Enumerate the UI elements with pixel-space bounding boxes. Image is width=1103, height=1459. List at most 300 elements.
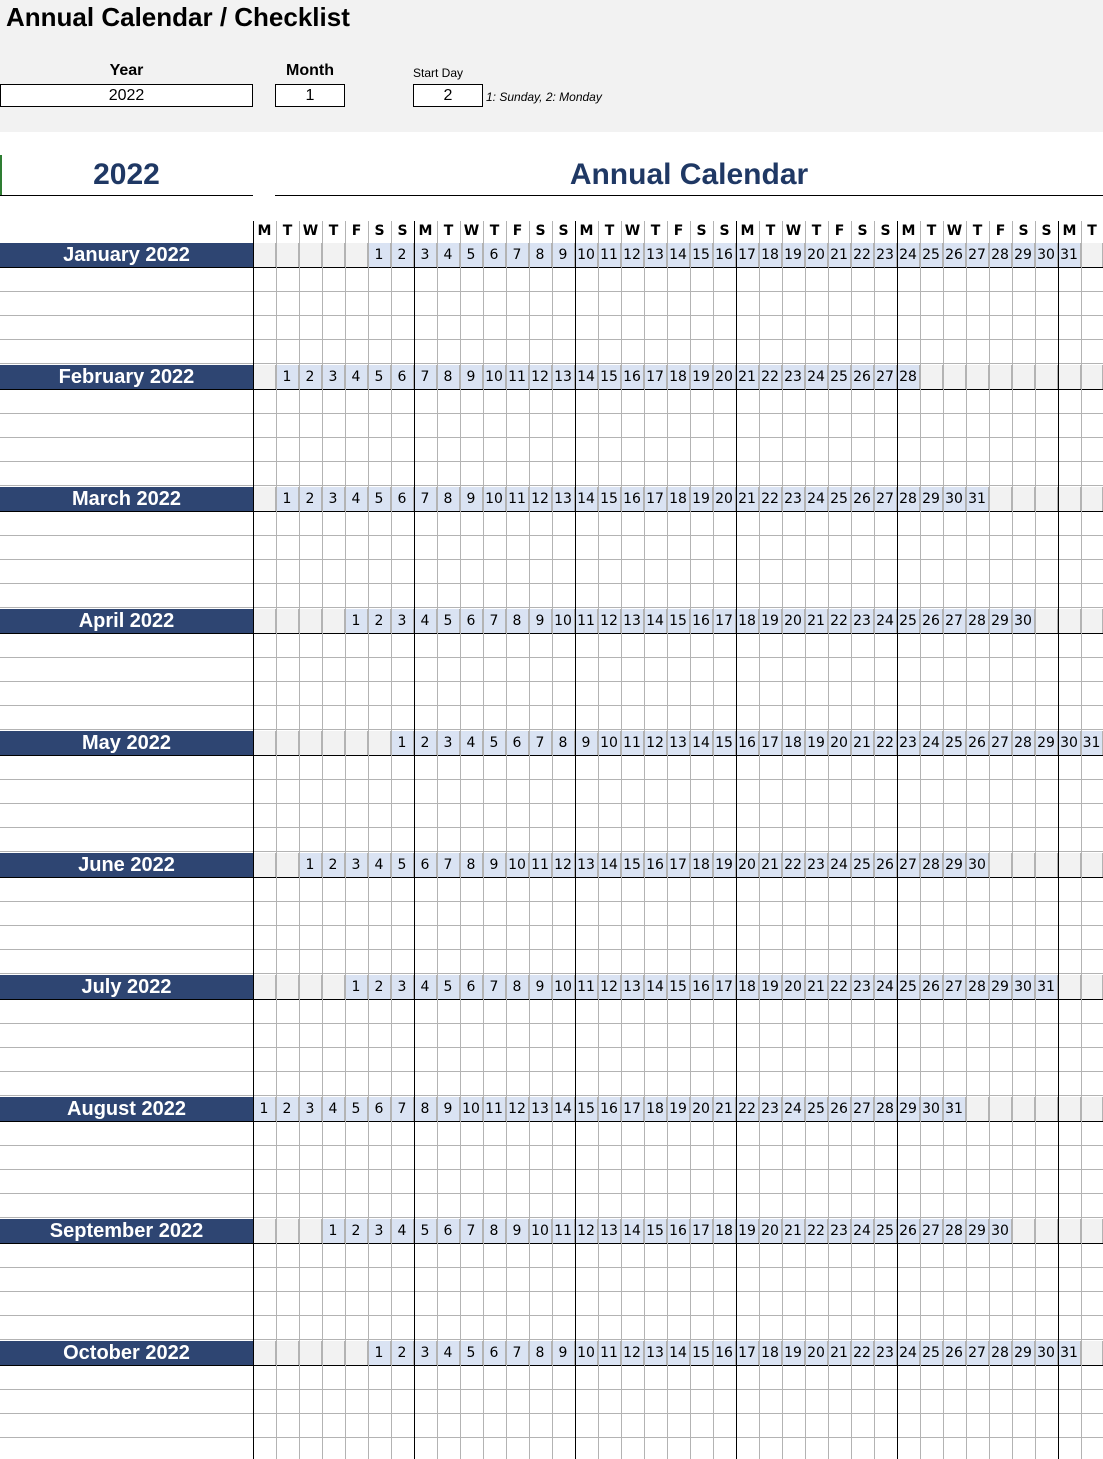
day-cell[interactable]: 7 [506,243,529,268]
day-cell[interactable]: 13 [644,1341,667,1366]
empty-day-cell[interactable] [276,1219,299,1244]
day-cell[interactable]: 16 [736,731,759,756]
day-cell[interactable]: 28 [920,853,943,878]
day-cell[interactable]: 23 [782,365,805,390]
day-cell[interactable]: 2 [299,365,322,390]
empty-day-cell[interactable] [253,487,276,512]
day-cell[interactable]: 23 [874,243,897,268]
day-cell[interactable]: 12 [529,365,552,390]
day-cell[interactable]: 19 [782,243,805,268]
day-cell[interactable]: 13 [598,1219,621,1244]
day-cell[interactable]: 18 [736,975,759,1000]
day-cell[interactable]: 16 [690,609,713,634]
day-cell[interactable]: 7 [483,609,506,634]
day-cell[interactable]: 3 [299,1097,322,1122]
day-cell[interactable]: 28 [897,365,920,390]
empty-day-cell[interactable] [1035,487,1058,512]
day-cell[interactable]: 6 [460,609,483,634]
day-cell[interactable]: 2 [368,609,391,634]
day-cell[interactable]: 30 [1035,1341,1058,1366]
day-cell[interactable]: 9 [529,975,552,1000]
day-cell[interactable]: 19 [782,1341,805,1366]
empty-day-cell[interactable] [322,975,345,1000]
day-cell[interactable]: 1 [345,975,368,1000]
day-cell[interactable]: 31 [1058,243,1081,268]
day-cell[interactable]: 22 [828,975,851,1000]
day-cell[interactable]: 18 [759,243,782,268]
day-cell[interactable]: 28 [897,487,920,512]
day-cell[interactable]: 1 [368,243,391,268]
day-cell[interactable]: 20 [713,365,736,390]
day-cell[interactable]: 8 [529,243,552,268]
day-cell[interactable]: 30 [966,853,989,878]
day-cell[interactable]: 14 [690,731,713,756]
day-cell[interactable]: 6 [437,1219,460,1244]
day-cell[interactable]: 30 [989,1219,1012,1244]
day-cell[interactable]: 28 [989,243,1012,268]
empty-day-cell[interactable] [276,609,299,634]
day-cell[interactable]: 9 [552,1341,575,1366]
day-cell[interactable]: 20 [805,1341,828,1366]
day-cell[interactable]: 3 [322,487,345,512]
empty-day-cell[interactable] [1081,1219,1103,1244]
day-cell[interactable]: 21 [713,1097,736,1122]
day-cell[interactable]: 21 [805,975,828,1000]
day-cell[interactable]: 13 [667,731,690,756]
empty-day-cell[interactable] [253,243,276,268]
empty-day-cell[interactable] [1058,609,1081,634]
empty-day-cell[interactable] [943,365,966,390]
day-cell[interactable]: 26 [851,365,874,390]
day-cell[interactable]: 6 [460,975,483,1000]
day-cell[interactable]: 25 [851,853,874,878]
day-cell[interactable]: 29 [989,975,1012,1000]
day-cell[interactable]: 8 [460,853,483,878]
day-cell[interactable]: 31 [1058,1341,1081,1366]
day-cell[interactable]: 16 [598,1097,621,1122]
empty-day-cell[interactable] [299,609,322,634]
empty-day-cell[interactable] [322,609,345,634]
day-cell[interactable]: 28 [966,975,989,1000]
day-cell[interactable]: 10 [460,1097,483,1122]
day-cell[interactable]: 27 [966,1341,989,1366]
day-cell[interactable]: 29 [1012,1341,1035,1366]
empty-day-cell[interactable] [253,1219,276,1244]
day-cell[interactable]: 5 [437,975,460,1000]
day-cell[interactable]: 17 [644,365,667,390]
day-cell[interactable]: 22 [759,365,782,390]
day-cell[interactable]: 8 [437,365,460,390]
day-cell[interactable]: 12 [598,609,621,634]
day-cell[interactable]: 10 [552,609,575,634]
day-cell[interactable]: 24 [897,1341,920,1366]
day-cell[interactable]: 15 [713,731,736,756]
day-cell[interactable]: 28 [874,1097,897,1122]
day-cell[interactable]: 11 [598,243,621,268]
day-cell[interactable]: 30 [1035,243,1058,268]
empty-day-cell[interactable] [368,731,391,756]
day-cell[interactable]: 2 [322,853,345,878]
day-cell[interactable]: 3 [345,853,368,878]
day-cell[interactable]: 26 [920,609,943,634]
day-cell[interactable]: 11 [506,487,529,512]
day-cell[interactable]: 18 [667,487,690,512]
empty-day-cell[interactable] [1058,487,1081,512]
day-cell[interactable]: 1 [253,1097,276,1122]
day-cell[interactable]: 14 [667,243,690,268]
day-cell[interactable]: 28 [1012,731,1035,756]
empty-day-cell[interactable] [299,1219,322,1244]
day-cell[interactable]: 2 [299,487,322,512]
day-cell[interactable]: 28 [966,609,989,634]
day-cell[interactable]: 8 [414,1097,437,1122]
day-cell[interactable]: 12 [552,853,575,878]
day-cell[interactable]: 7 [437,853,460,878]
day-cell[interactable]: 21 [736,487,759,512]
day-cell[interactable]: 28 [943,1219,966,1244]
day-cell[interactable]: 25 [828,365,851,390]
day-cell[interactable]: 5 [391,853,414,878]
day-cell[interactable]: 12 [529,487,552,512]
day-cell[interactable]: 10 [483,487,506,512]
day-cell[interactable]: 22 [851,243,874,268]
day-cell[interactable]: 18 [736,609,759,634]
day-cell[interactable]: 18 [759,1341,782,1366]
day-cell[interactable]: 22 [759,487,782,512]
day-cell[interactable]: 8 [437,487,460,512]
day-cell[interactable]: 24 [874,609,897,634]
day-cell[interactable]: 8 [506,609,529,634]
day-cell[interactable]: 25 [828,487,851,512]
day-cell[interactable]: 22 [805,1219,828,1244]
day-cell[interactable]: 15 [621,853,644,878]
day-cell[interactable]: 29 [920,487,943,512]
day-cell[interactable]: 26 [874,853,897,878]
day-cell[interactable]: 4 [414,609,437,634]
day-cell[interactable]: 29 [1035,731,1058,756]
day-cell[interactable]: 21 [736,365,759,390]
day-cell[interactable]: 25 [920,243,943,268]
day-cell[interactable]: 9 [460,487,483,512]
day-cell[interactable]: 25 [897,609,920,634]
day-cell[interactable]: 25 [874,1219,897,1244]
day-cell[interactable]: 16 [621,487,644,512]
empty-day-cell[interactable] [253,609,276,634]
empty-day-cell[interactable] [1081,1097,1103,1122]
day-cell[interactable]: 29 [989,609,1012,634]
day-cell[interactable]: 4 [414,975,437,1000]
day-cell[interactable]: 16 [667,1219,690,1244]
day-cell[interactable]: 24 [828,853,851,878]
empty-day-cell[interactable] [299,243,322,268]
day-cell[interactable]: 16 [690,975,713,1000]
empty-day-cell[interactable] [966,365,989,390]
day-cell[interactable]: 26 [851,487,874,512]
empty-day-cell[interactable] [253,1341,276,1366]
day-cell[interactable]: 19 [805,731,828,756]
day-cell[interactable]: 15 [667,975,690,1000]
day-cell[interactable]: 27 [943,609,966,634]
day-cell[interactable]: 14 [575,487,598,512]
empty-day-cell[interactable] [1035,1219,1058,1244]
empty-day-cell[interactable] [1035,1097,1058,1122]
empty-day-cell[interactable] [345,731,368,756]
day-cell[interactable]: 3 [368,1219,391,1244]
day-cell[interactable]: 18 [667,365,690,390]
empty-day-cell[interactable] [1012,1219,1035,1244]
day-cell[interactable]: 27 [874,487,897,512]
day-cell[interactable]: 5 [460,243,483,268]
day-cell[interactable]: 13 [621,975,644,1000]
day-cell[interactable]: 11 [575,609,598,634]
day-cell[interactable]: 1 [276,365,299,390]
day-cell[interactable]: 11 [621,731,644,756]
empty-day-cell[interactable] [322,731,345,756]
day-cell[interactable]: 2 [391,1341,414,1366]
day-cell[interactable]: 29 [1012,243,1035,268]
day-cell[interactable]: 15 [575,1097,598,1122]
empty-day-cell[interactable] [345,243,368,268]
day-cell[interactable]: 31 [943,1097,966,1122]
day-cell[interactable]: 22 [736,1097,759,1122]
empty-day-cell[interactable] [276,853,299,878]
day-cell[interactable]: 17 [736,243,759,268]
day-cell[interactable]: 9 [529,609,552,634]
empty-day-cell[interactable] [1058,1219,1081,1244]
day-cell[interactable]: 19 [667,1097,690,1122]
day-cell[interactable]: 10 [506,853,529,878]
day-cell[interactable]: 1 [391,731,414,756]
empty-day-cell[interactable] [253,731,276,756]
day-cell[interactable]: 24 [782,1097,805,1122]
day-cell[interactable]: 26 [966,731,989,756]
day-cell[interactable]: 29 [897,1097,920,1122]
empty-day-cell[interactable] [989,365,1012,390]
day-cell[interactable]: 23 [897,731,920,756]
day-cell[interactable]: 10 [575,243,598,268]
day-cell[interactable]: 15 [690,1341,713,1366]
empty-day-cell[interactable] [276,243,299,268]
day-cell[interactable]: 14 [667,1341,690,1366]
day-cell[interactable]: 26 [943,243,966,268]
day-cell[interactable]: 20 [805,243,828,268]
day-cell[interactable]: 23 [782,487,805,512]
day-cell[interactable]: 25 [920,1341,943,1366]
day-cell[interactable]: 5 [483,731,506,756]
empty-day-cell[interactable] [1081,487,1103,512]
day-cell[interactable]: 19 [690,487,713,512]
day-cell[interactable]: 17 [667,853,690,878]
day-cell[interactable]: 23 [851,975,874,1000]
day-cell[interactable]: 28 [989,1341,1012,1366]
day-cell[interactable]: 20 [782,609,805,634]
day-cell[interactable]: 20 [736,853,759,878]
day-cell[interactable]: 6 [391,365,414,390]
day-cell[interactable]: 29 [966,1219,989,1244]
empty-day-cell[interactable] [299,975,322,1000]
day-cell[interactable]: 26 [943,1341,966,1366]
day-cell[interactable]: 3 [437,731,460,756]
day-cell[interactable]: 17 [690,1219,713,1244]
day-cell[interactable]: 4 [345,487,368,512]
day-cell[interactable]: 4 [437,243,460,268]
day-cell[interactable]: 7 [483,975,506,1000]
day-cell[interactable]: 30 [1058,731,1081,756]
day-cell[interactable]: 31 [966,487,989,512]
day-cell[interactable]: 11 [529,853,552,878]
day-cell[interactable]: 12 [575,1219,598,1244]
day-cell[interactable]: 21 [759,853,782,878]
day-cell[interactable]: 4 [368,853,391,878]
empty-day-cell[interactable] [920,365,943,390]
day-cell[interactable]: 8 [529,1341,552,1366]
day-cell[interactable]: 7 [460,1219,483,1244]
day-cell[interactable]: 4 [322,1097,345,1122]
empty-day-cell[interactable] [299,1341,322,1366]
day-cell[interactable]: 21 [828,1341,851,1366]
day-cell[interactable]: 13 [644,243,667,268]
day-cell[interactable]: 24 [897,243,920,268]
day-cell[interactable]: 24 [805,365,828,390]
day-cell[interactable]: 19 [759,975,782,1000]
day-cell[interactable]: 27 [897,853,920,878]
day-cell[interactable]: 27 [920,1219,943,1244]
day-cell[interactable]: 23 [851,609,874,634]
day-cell[interactable]: 21 [805,609,828,634]
empty-day-cell[interactable] [1058,365,1081,390]
day-cell[interactable]: 20 [713,487,736,512]
day-cell[interactable]: 14 [644,975,667,1000]
day-cell[interactable]: 30 [1012,609,1035,634]
day-cell[interactable]: 30 [920,1097,943,1122]
empty-day-cell[interactable] [989,1097,1012,1122]
day-cell[interactable]: 7 [414,487,437,512]
empty-day-cell[interactable] [253,975,276,1000]
day-cell[interactable]: 4 [460,731,483,756]
day-cell[interactable]: 5 [345,1097,368,1122]
day-cell[interactable]: 14 [552,1097,575,1122]
day-cell[interactable]: 10 [598,731,621,756]
day-cell[interactable]: 23 [805,853,828,878]
empty-day-cell[interactable] [276,975,299,1000]
day-cell[interactable]: 6 [483,1341,506,1366]
day-cell[interactable]: 2 [345,1219,368,1244]
day-cell[interactable]: 25 [897,975,920,1000]
day-cell[interactable]: 9 [506,1219,529,1244]
empty-day-cell[interactable] [253,853,276,878]
day-cell[interactable]: 2 [276,1097,299,1122]
day-cell[interactable]: 5 [437,609,460,634]
day-cell[interactable]: 17 [644,487,667,512]
day-cell[interactable]: 17 [713,609,736,634]
empty-day-cell[interactable] [1081,853,1103,878]
day-cell[interactable]: 16 [644,853,667,878]
day-cell[interactable]: 15 [667,609,690,634]
day-cell[interactable]: 12 [644,731,667,756]
day-cell[interactable]: 30 [943,487,966,512]
day-cell[interactable]: 9 [552,243,575,268]
day-cell[interactable]: 19 [713,853,736,878]
day-cell[interactable]: 16 [713,243,736,268]
day-cell[interactable]: 31 [1081,731,1103,756]
day-cell[interactable]: 31 [1035,975,1058,1000]
day-cell[interactable]: 20 [690,1097,713,1122]
day-cell[interactable]: 25 [805,1097,828,1122]
day-cell[interactable]: 1 [345,609,368,634]
day-cell[interactable]: 12 [621,1341,644,1366]
day-cell[interactable]: 7 [506,1341,529,1366]
day-cell[interactable]: 11 [483,1097,506,1122]
day-cell[interactable]: 1 [322,1219,345,1244]
empty-day-cell[interactable] [989,853,1012,878]
empty-day-cell[interactable] [276,731,299,756]
day-cell[interactable]: 14 [621,1219,644,1244]
empty-day-cell[interactable] [1035,365,1058,390]
day-cell[interactable]: 7 [391,1097,414,1122]
day-cell[interactable]: 21 [851,731,874,756]
empty-day-cell[interactable] [1012,365,1035,390]
day-cell[interactable]: 5 [368,365,391,390]
day-cell[interactable]: 23 [759,1097,782,1122]
day-cell[interactable]: 11 [552,1219,575,1244]
day-cell[interactable]: 15 [598,365,621,390]
day-cell[interactable]: 24 [874,975,897,1000]
day-cell[interactable]: 10 [483,365,506,390]
day-cell[interactable]: 10 [529,1219,552,1244]
day-cell[interactable]: 5 [414,1219,437,1244]
day-cell[interactable]: 23 [874,1341,897,1366]
day-cell[interactable]: 4 [391,1219,414,1244]
day-cell[interactable]: 18 [782,731,805,756]
day-cell[interactable]: 18 [644,1097,667,1122]
empty-day-cell[interactable] [1058,975,1081,1000]
day-cell[interactable]: 10 [575,1341,598,1366]
empty-day-cell[interactable] [1081,365,1103,390]
day-cell[interactable]: 27 [989,731,1012,756]
day-cell[interactable]: 26 [920,975,943,1000]
day-cell[interactable]: 24 [920,731,943,756]
empty-day-cell[interactable] [989,487,1012,512]
day-cell[interactable]: 11 [598,1341,621,1366]
day-cell[interactable]: 26 [897,1219,920,1244]
empty-day-cell[interactable] [276,1341,299,1366]
day-cell[interactable]: 2 [414,731,437,756]
empty-day-cell[interactable] [1058,1097,1081,1122]
day-cell[interactable]: 25 [943,731,966,756]
day-cell[interactable]: 27 [874,365,897,390]
day-cell[interactable]: 29 [943,853,966,878]
day-cell[interactable]: 3 [414,1341,437,1366]
day-cell[interactable]: 26 [828,1097,851,1122]
day-cell[interactable]: 22 [782,853,805,878]
day-cell[interactable]: 14 [575,365,598,390]
day-cell[interactable]: 22 [851,1341,874,1366]
day-cell[interactable]: 1 [299,853,322,878]
day-cell[interactable]: 17 [621,1097,644,1122]
day-cell[interactable]: 13 [621,609,644,634]
day-cell[interactable]: 9 [483,853,506,878]
day-cell[interactable]: 21 [782,1219,805,1244]
day-cell[interactable]: 13 [552,487,575,512]
day-cell[interactable]: 6 [391,487,414,512]
day-cell[interactable]: 19 [690,365,713,390]
day-cell[interactable]: 15 [644,1219,667,1244]
day-cell[interactable]: 16 [621,365,644,390]
day-cell[interactable]: 9 [460,365,483,390]
empty-day-cell[interactable] [322,243,345,268]
day-cell[interactable]: 4 [437,1341,460,1366]
day-cell[interactable]: 18 [690,853,713,878]
